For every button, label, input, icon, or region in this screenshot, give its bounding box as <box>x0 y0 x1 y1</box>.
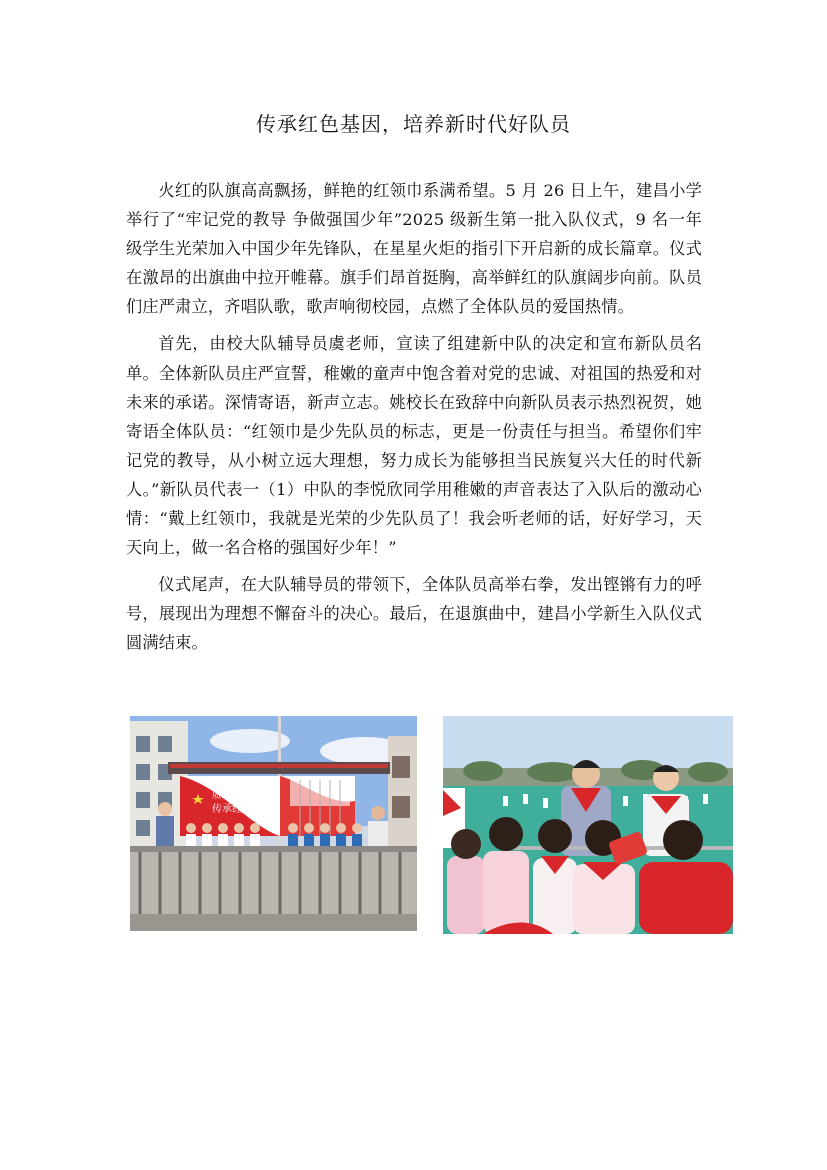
red-scarf-photo <box>443 716 733 934</box>
document-title: 传承红色基因，培养新时代好队员 <box>256 112 571 136</box>
paragraph-3: 仪式尾声，在大队辅导员的带领下，全体队员高举右拳，发出铿锵有力的呼号，展现出为理想不懈奋斗的决心。最后，在退旗曲中，建昌小学新生入队仪式圆满结束。 <box>126 575 702 653</box>
ceremony-group-illustration <box>130 716 417 931</box>
paragraph-1: 火红的队旗高高飘扬，鲜艳的红领巾系满希望。5 月 26 日上午，建昌小学举行了“牢记党的教导 争做强国少年”2025 级新生第一批入队仪式，9 名一年级学生光荣加入中国少年先锋队，在星星火炬的指引下开启新的成长篇章。仪式在激昂的出旗曲中拉开帷幕。旗手们昂首挺胸，高举鲜红的队旗阔步向前。队员们庄严肃立，齐唱队歌，歌声响彻校园，点燃了全体队员的爱国热情。 <box>126 181 702 317</box>
banner-line-2: 传承红色基因 <box>212 804 272 815</box>
document-body <box>126 176 702 658</box>
banner-line-1: 赓续红色传统 <box>212 790 272 801</box>
ceremony-group-photo <box>130 716 417 931</box>
red-scarf-illustration <box>443 716 733 934</box>
paragraph-2: 首先，由校大队辅导员虞老师，宣读了组建新中队的决定和宣布新队员名单。全体新队员庄严宣誓，稚嫩的童声中饱含着对党的忠诚、对祖国的热爱和对未来的承诺。深情寄语，新声立志。姚校长在致辞中向新队员表示热烈祝贺，她寄语全体队员：“红领巾是少先队员的标志，更是一份责任与担当。希望你们牢记党的教导，从小树立远大理想，努力成长为能够担当民族复兴大任的时代新人。”新队员代表一（1）中队的李悦欣同学用稚嫩的声音表达了入队后的激动心情：“戴上红领巾，我就是光荣的少先队员了！我会听老师的话，好好学习，天天向上，做一名合格的强国好少年！” <box>126 334 702 558</box>
